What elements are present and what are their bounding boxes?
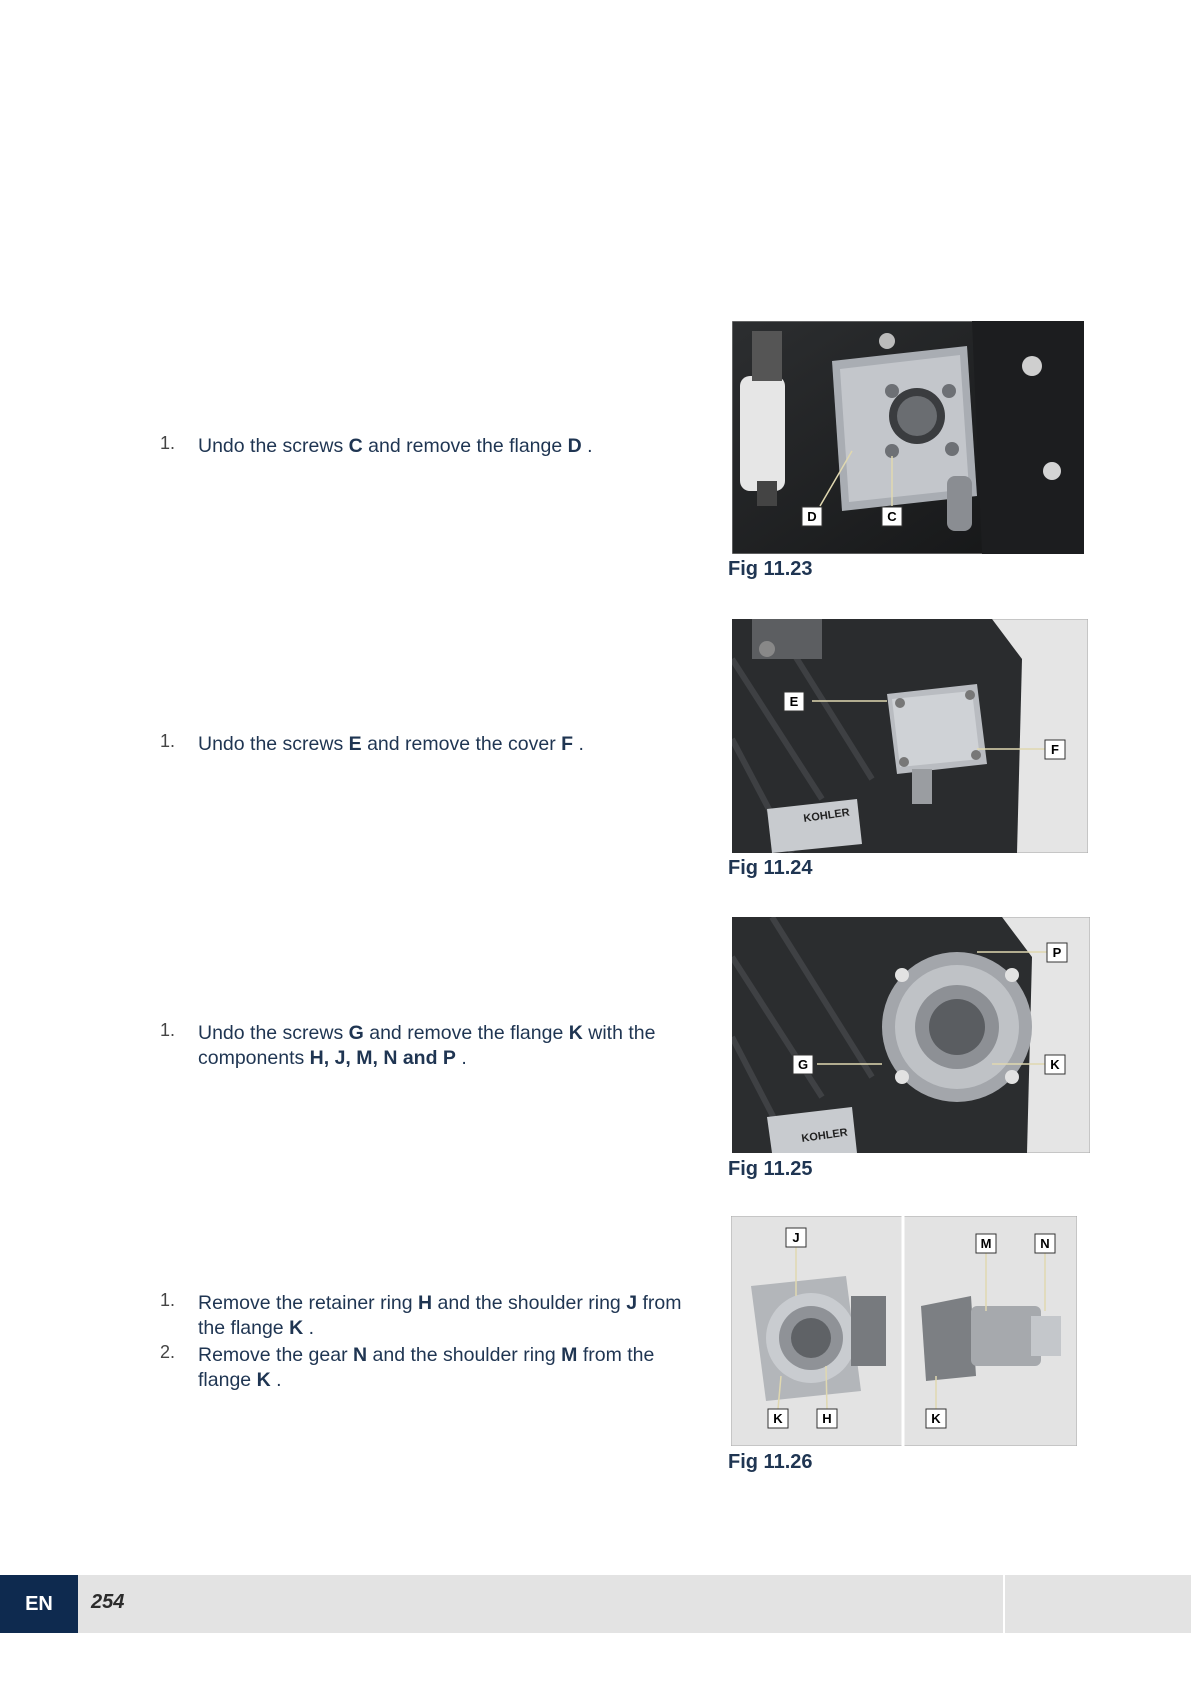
figure-11-26-image	[731, 1216, 1077, 1446]
step-text: and the shoulder ring	[367, 1344, 562, 1366]
step-reference-letter: E	[348, 733, 362, 755]
step-text: and remove the cover	[361, 733, 562, 755]
step-reference-letter: D	[567, 435, 582, 457]
step-item	[160, 434, 705, 459]
step-text: Undo the screws	[198, 1022, 349, 1044]
step-reference-letter: K	[289, 1317, 304, 1339]
figure-11-23-image	[732, 321, 1084, 554]
figure-11-24-caption: Fig 11.24	[728, 857, 813, 879]
step-text: from the flange	[198, 1292, 682, 1339]
figure-11-25-label-p: P	[1052, 945, 1062, 960]
figure-11-25-caption: Fig 11.25	[728, 1158, 813, 1180]
step-text: .	[303, 1317, 315, 1339]
step-text: from the flange	[198, 1344, 655, 1391]
step-item	[160, 732, 705, 757]
step-reference-letter: J	[626, 1292, 638, 1314]
step-text: .	[581, 435, 593, 457]
page-number: 254	[91, 1591, 125, 1613]
step-reference-letter: K	[568, 1022, 583, 1044]
step-text: .	[270, 1369, 282, 1391]
step-reference-letter: N	[353, 1344, 368, 1366]
figure-11-23-label-c: C	[887, 509, 897, 524]
step-text: Remove the gear	[198, 1344, 354, 1366]
figure-11-25-plate-text: KOHLER	[800, 1126, 849, 1145]
step-reference-letter: H, J, M, N and P	[309, 1047, 456, 1069]
figure-11-25-image	[732, 917, 1090, 1153]
figure-11-26-label-m: M	[980, 1236, 992, 1251]
step-number: 2.	[160, 1342, 176, 1362]
figure-11-26-label-k-right: K	[931, 1411, 941, 1426]
figure-11-25-label-g: G	[797, 1057, 809, 1072]
step-text: .	[455, 1047, 467, 1069]
step-item	[160, 1343, 705, 1393]
figure-11-24-label-e: E	[789, 694, 799, 709]
step-reference-letter: K	[256, 1369, 271, 1391]
step-number: 1.	[160, 433, 176, 453]
step-text: and remove the flange	[362, 435, 568, 457]
figure-11-26-label-n: N	[1040, 1236, 1050, 1251]
footer-divider	[1003, 1575, 1005, 1633]
step-reference-letter: G	[348, 1022, 364, 1044]
figure-11-23-label-d: D	[807, 509, 817, 524]
step-block-1	[160, 434, 705, 461]
step-text: Remove the retainer ring	[198, 1292, 419, 1314]
step-item	[160, 1291, 705, 1341]
step-number: 1.	[160, 1020, 176, 1040]
figure-11-24-plate-text: KOHLER	[802, 806, 851, 825]
figure-11-26-label-j: J	[792, 1230, 800, 1245]
figure-11-26-label-k-left: K	[773, 1411, 783, 1426]
figure-11-26-caption: Fig 11.26	[728, 1451, 813, 1473]
figure-11-24-image	[732, 619, 1088, 853]
page-footer	[0, 1575, 1191, 1633]
step-number: 1.	[160, 1290, 176, 1310]
step-text: and the shoulder ring	[432, 1292, 627, 1314]
step-block-4	[160, 1291, 705, 1395]
figure-11-23-caption: Fig 11.23	[728, 558, 813, 580]
figure-11-25-label-k: K	[1050, 1057, 1060, 1072]
step-text: and remove the flange	[363, 1022, 569, 1044]
step-text: with the components	[198, 1022, 656, 1069]
language-badge: EN	[0, 1575, 78, 1633]
step-text: Undo the screws	[198, 733, 349, 755]
step-reference-letter: C	[348, 435, 363, 457]
step-block-3	[160, 1021, 705, 1073]
step-item	[160, 1021, 705, 1071]
step-number: 1.	[160, 731, 176, 751]
step-block-2	[160, 732, 705, 759]
step-reference-letter: F	[561, 733, 574, 755]
step-text: Undo the screws	[198, 435, 349, 457]
figure-11-24-label-f: F	[1051, 742, 1059, 757]
step-text: .	[573, 733, 584, 755]
step-reference-letter: H	[418, 1292, 433, 1314]
step-reference-letter: M	[561, 1344, 578, 1366]
figure-11-26-label-h: H	[822, 1411, 832, 1426]
